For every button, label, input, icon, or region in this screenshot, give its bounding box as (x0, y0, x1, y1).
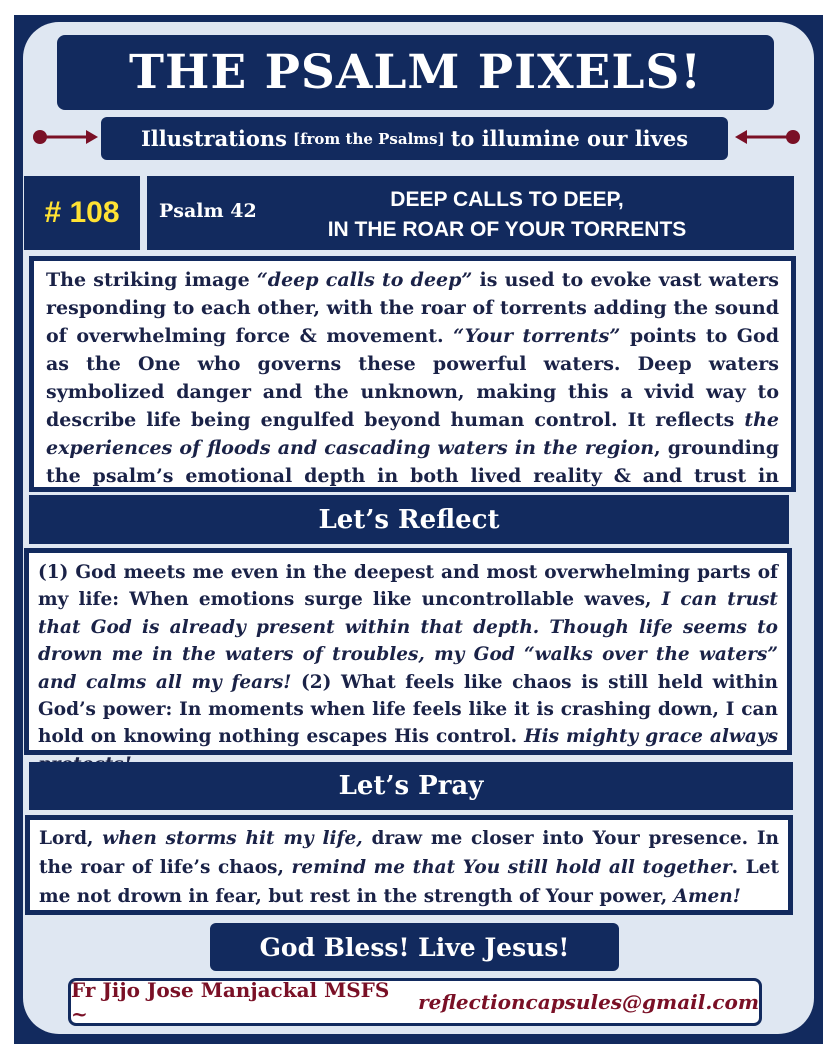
intro-text-2: is used to evoke vast waters responding to each other, with the roar of torrents adding the sound of overwhelming force & movement. (46, 269, 779, 347)
reflect-text-2: (2) What feels like chaos is still held within God’s power: In moments when life feels like it is crashing down, I can hold on knowing nothing escapes His control. (38, 671, 778, 748)
reflect-heading-bar (29, 495, 789, 544)
reflect-italic-2: His mighty grace always (524, 726, 778, 748)
heading-line-1: DEEP CALLS TO DEEP, (390, 188, 624, 211)
reflect-text-1: (1) God meets me even in the deepest and most overwhelming parts of my life: When emotions surge like uncontrollable waves, (38, 562, 778, 611)
intro-italic-1: “deep calls to deep” (256, 269, 473, 291)
intro-text-1: The striking image (46, 269, 257, 291)
entry-number-box (24, 176, 140, 250)
pray-text-2: draw me closer into Your presence. In the roar of life’s chaos, (39, 828, 779, 878)
subtitle-small: [from the Psalms] (292, 129, 445, 148)
pray-italic-3: Amen! (673, 886, 741, 907)
intro-italic-2: “Your torrents” (453, 325, 621, 347)
intro-paragraph (29, 256, 796, 492)
title-banner (57, 35, 774, 110)
arrow-right-icon (30, 125, 100, 149)
entry-heading-box (147, 176, 794, 250)
pray-heading-bar (29, 762, 793, 810)
reflect-italic-1: I can trust that God is already present within that depth. Though life seems to drown me in the waters of troubles, my God “walks over the waters” and calms all my fears! (38, 589, 778, 693)
entry-number: # 108 (44, 196, 120, 229)
heading-line-2: IN THE ROAR OF YOUR TORRENTS (327, 218, 687, 241)
intro-italic-3: the experiences of floods and cascading waters in the region (46, 409, 779, 459)
blessing-banner (210, 923, 619, 971)
intro-text-3: points to God as the One who governs these powerful waters. Deep waters symbolized danger and the unknown, making this a vivid way to describe life being engulfed beyond human control. It reflects (46, 325, 779, 431)
entry-heading (287, 185, 727, 245)
pray-italic-1: when storms hit my life, (102, 828, 363, 849)
reflect-heading: Let’s Reflect (318, 504, 500, 535)
pray-paragraph (25, 815, 793, 915)
psalm-reference: Psalm 42 (159, 200, 257, 222)
blessing-text: God Bless! Live Jesus! (259, 932, 570, 962)
pray-text-1: Lord, (39, 828, 103, 849)
pray-heading: Let’s Pray (338, 771, 484, 801)
subtitle-before: Illustrations (140, 126, 287, 151)
intro-text-4: , grounding the psalm’s emotional depth in both lived reality & and trust in (46, 437, 780, 487)
author-name: Fr Jijo Jose Manjackal MSFS ~ (71, 978, 390, 1026)
signature-box (68, 978, 762, 1026)
subtitle-banner (101, 117, 728, 160)
page-title: THE PSALM PIXELS! (129, 45, 702, 100)
author-email: reflectioncapsules@gmail.com (418, 990, 759, 1014)
arrow-left-icon (733, 125, 803, 149)
pray-italic-2: remind me that You still hold all together (291, 857, 732, 878)
reflect-paragraph (24, 548, 792, 755)
pray-text-3: . Let me not drown in fear, but rest in the strength of Your power, (39, 857, 780, 907)
subtitle-after: to illumine our lives (450, 126, 689, 151)
